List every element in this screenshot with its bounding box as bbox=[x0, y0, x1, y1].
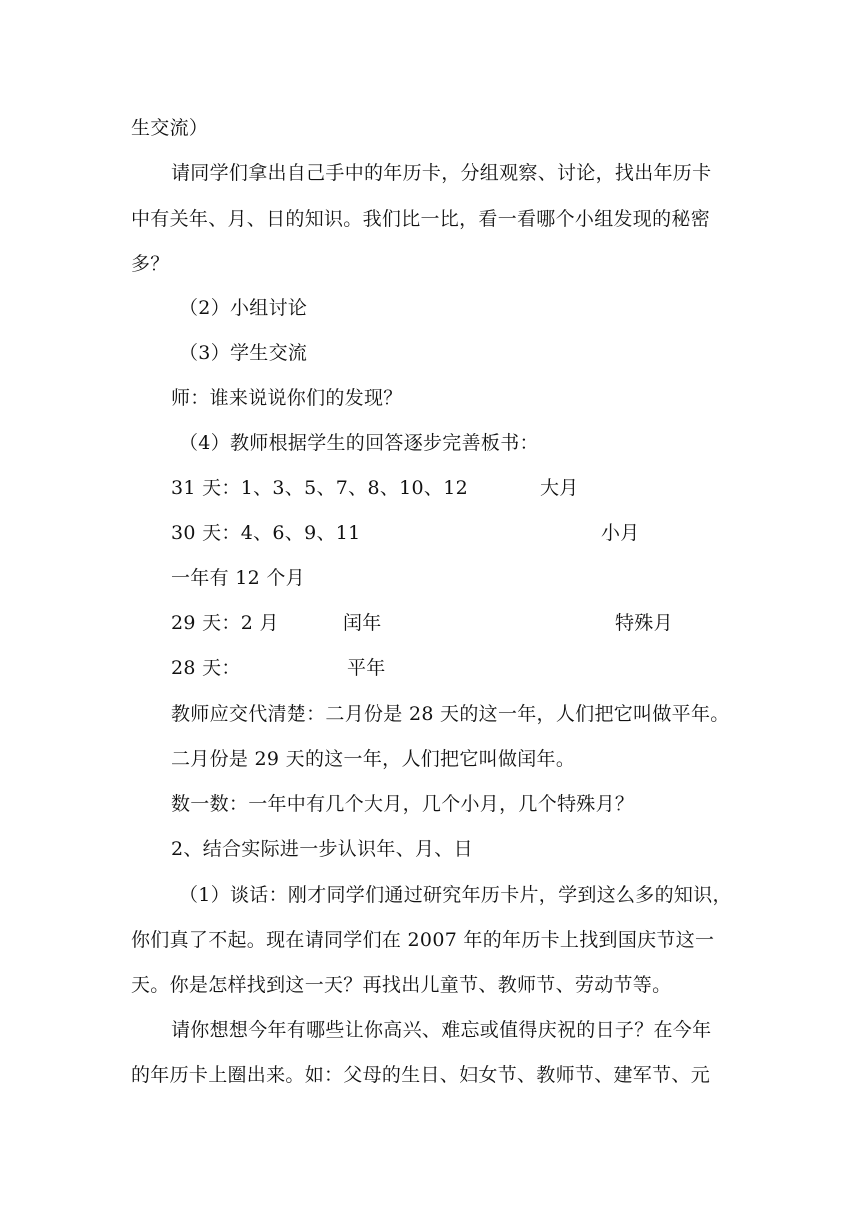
board-row-29-year: 闰年 bbox=[343, 612, 382, 634]
board-row-29-days: 29 天：2 月 bbox=[171, 612, 279, 634]
text-line: 二月份是 29 天的这一年，人们把它叫做闰年。 bbox=[171, 748, 576, 770]
text-line: 师：谁来说说你们的发现？ bbox=[171, 387, 403, 409]
text-line: （2）小组讨论 bbox=[179, 297, 308, 319]
text-line: 请同学们拿出自己手中的年历卡，分组观察、讨论，找出年历卡 bbox=[171, 162, 712, 184]
text-line: 教师应交代清楚：二月份是 28 天的这一年，人们把它叫做平年。 bbox=[171, 703, 730, 725]
text-line: （1）谈话：刚才同学们通过研究年历卡片，学到这么多的知识， bbox=[179, 884, 732, 906]
text-line: 数一数：一年中有几个大月，几个小月，几个特殊月？ bbox=[171, 793, 635, 815]
text-line: 天。你是怎样找到这一天？再找出儿童节、教师节、劳动节等。 bbox=[131, 974, 672, 996]
board-row-30-days: 30 天：4、6、9、11 bbox=[171, 522, 361, 544]
text-line: 你们真了不起。现在请同学们在 2007 年的年历卡上找到国庆节这一 bbox=[131, 929, 715, 951]
text-line: 生交流） bbox=[131, 117, 209, 139]
board-row-30-label: 小月 bbox=[601, 522, 640, 544]
text-line: 多？ bbox=[131, 253, 170, 275]
board-year-months: 一年有 12 个月 bbox=[171, 567, 305, 589]
text-line: 的年历卡上圈出来。如：父母的生日、妇女节、教师节、建军节、元 bbox=[131, 1064, 711, 1086]
text-line: 2、结合实际进一步认识年、月、日 bbox=[171, 838, 473, 860]
text-line: 中有关年、月、日的知识。我们比一比，看一看哪个小组发现的秘密 bbox=[131, 208, 711, 230]
text-line: （4）教师根据学生的回答逐步完善板书： bbox=[179, 432, 539, 454]
text-line: 请你想想今年有哪些让你高兴、难忘或值得庆祝的日子？在今年 bbox=[171, 1019, 712, 1041]
board-row-29-label: 特殊月 bbox=[615, 612, 673, 634]
text-line: （3）学生交流 bbox=[179, 342, 308, 364]
board-row-28-year: 平年 bbox=[347, 657, 386, 679]
board-row-31-days: 31 天：1、3、5、7、8、10、12 bbox=[171, 477, 469, 499]
board-row-31-label: 大月 bbox=[540, 477, 579, 499]
board-row-28-days: 28 天： bbox=[171, 657, 241, 679]
